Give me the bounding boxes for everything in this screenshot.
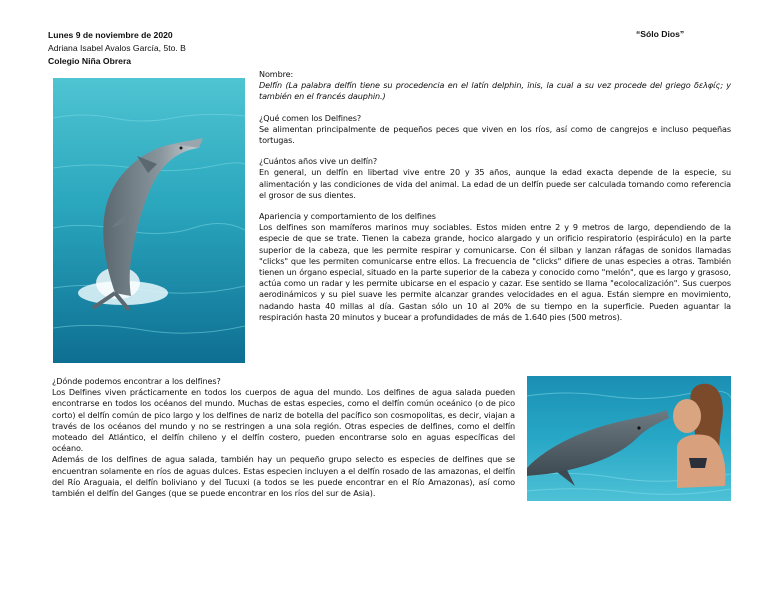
document-header xyxy=(48,29,186,68)
age-heading: ¿Cuántos años vive un delfín? xyxy=(259,156,378,167)
habitat-text-freshwater: Además de los delfines de agua salada, también hay un pequeño grupo selecto es especies de delfines que se encuentran solamente en ríos de aguas dulces. Estas especien incluyen a el delfín rosado de las amazonas, el delfín del Río Araguaia, el delfín boliviano y del Tucuxi (a todos se les puede encontrar en el Río Amazonas), así como también el delfín del Ganges (que se puede encontrar en los ríos del sur de Asia). xyxy=(52,454,515,499)
name-label: Nombre: xyxy=(259,69,294,79)
girl-with-dolphin-illustration xyxy=(527,376,731,501)
date-line: Lunes 9 de noviembre de 2020 xyxy=(48,30,173,40)
student-line: Adriana Isabel Avalos García, 5to. B xyxy=(48,43,186,53)
food-heading: ¿Qué comen los Delfines? xyxy=(259,112,362,123)
behavior-text: Los delfines son mamíferos marinos muy sociables. Estos miden entre 2 y 9 metros de largo, dependiendo de la especie de que se trate. Tienen la cabeza grande, hocico alargado y un orificio respiratorio (espiráculo) en la parte superior de la cabeza, que les permite respirar y comunicarse. Con él silban y lanzan ráfagas de sonidos llamadas "clicks" que les permiten comunicarse entre ellos. La frecuencia de "clicks" difiere de unas especies a otras. También tienen un órgano especial, situado en la parte superior de la cabeza y conocido como "melón", que es largo y grasoso, actúa como un radar y les permite ubicarse en el espacio y cazar. Ese sentido se llama "ecolocalización". Sus cuerpos aerodinámicos y su piel suave les permite alcanzar grandes velocidades en el agua. Están siempre en movimiento, nadando hasta 40 millas al día. Gastan sólo un 10 al 20% de su tiempo en la superficie. Pueden aguantar la respiración hasta 20 minutos y bucear a profundidades de más de 1.640 pies (500 metros). xyxy=(259,222,731,322)
habitat-text-saltwater: Los Delfines viven prácticamente en todos los cuerpos de agua del mundo. Los delfines de agua salada pueden encontrarse en todos los océanos del mundo. Muchas de estas especies, como el delfín común oceánico (o de pico corto) el delfín común de pico largo y los delfines de nariz de botella del pacífico son cosmopolitas, es decir, viajan a través de los océanos del mundo y no se restringen a una sola región. Otras especies de delfines, como el delfín moteado del Atlántico, el delfín chileno y el delfín costero, pueden encontrarse solo en aguas específicas del océano. xyxy=(52,387,515,454)
girl-with-dolphin-image xyxy=(527,376,731,501)
school-line: Colegio Niña Obrera xyxy=(48,56,132,66)
motto: “Sólo Dios” xyxy=(636,29,685,39)
name-text: Delfín (La palabra delfín tiene su procedencia en el latín delphin, ĭnis, la cual a su vez procede del griego δελφίς; y también en el francés dauphin.) xyxy=(259,80,731,102)
age-text: En general, un delfín en libertad vive entre 20 y 35 años, aunque la edad exacta depende de la especie, su alimentación y las condiciones de vida del animal. La edad de un delfín puede ser calculada tomando como referencia el grosor de sus dientes. xyxy=(259,167,731,200)
food-text: Se alimentan principalmente de pequeños peces que viven en los ríos, así como de cangrejos e incluso pequeñas tortugas. xyxy=(259,123,731,146)
lower-text-column xyxy=(52,376,515,499)
jumping-dolphin-illustration xyxy=(53,78,245,363)
habitat-heading: ¿Dónde podemos encontrar a los delfines? xyxy=(52,376,221,386)
upper-text-column xyxy=(259,69,731,323)
behavior-heading: Apariencia y comportamiento de los delfines xyxy=(259,211,436,222)
jumping-dolphin-image xyxy=(53,78,245,363)
